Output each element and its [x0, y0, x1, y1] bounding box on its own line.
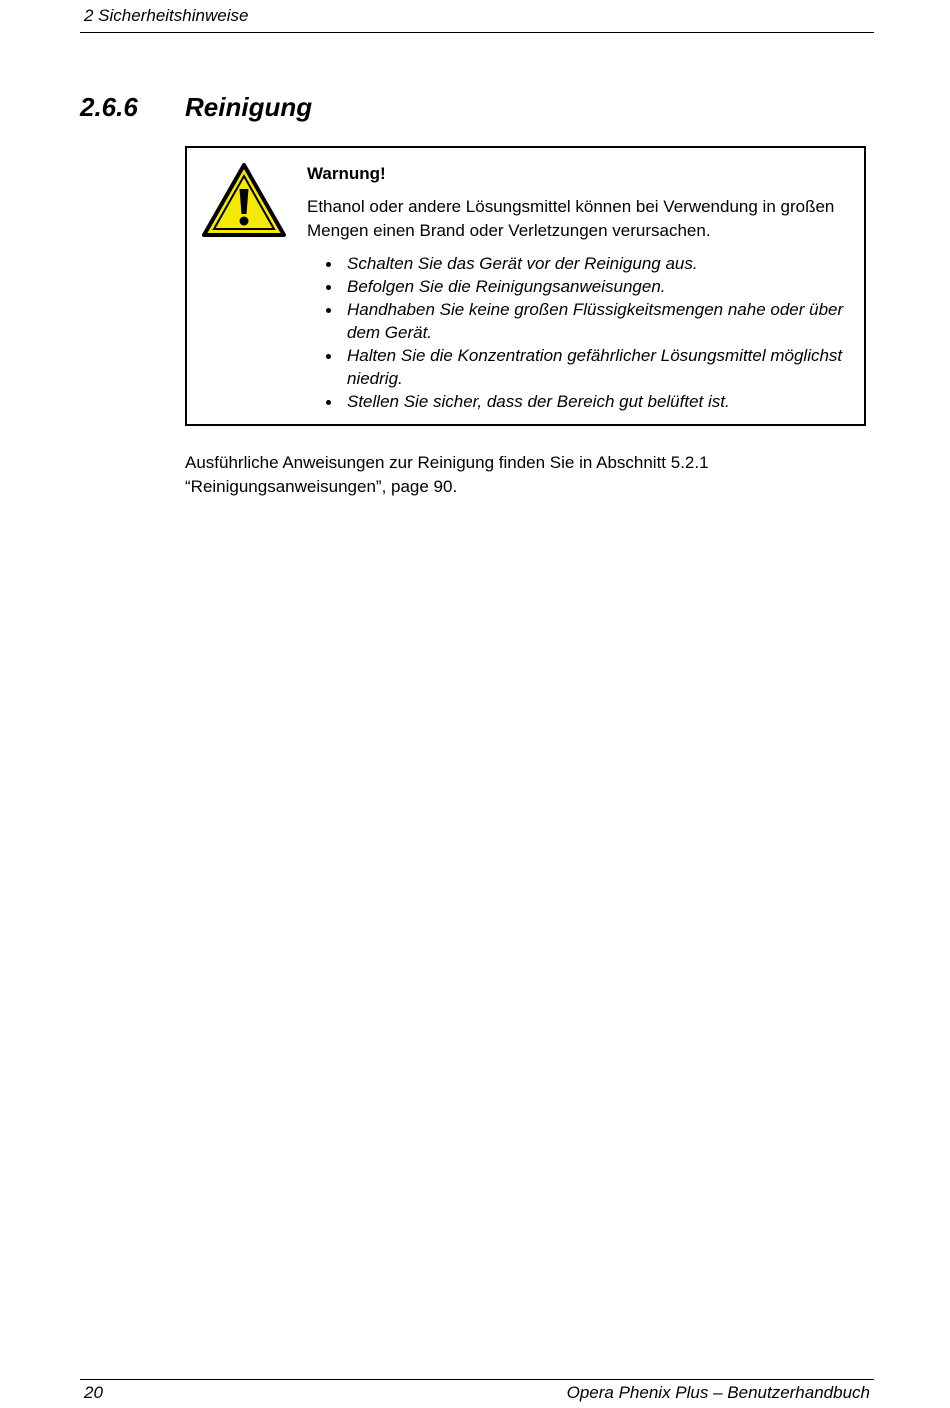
warning-description: Ethanol oder andere Lösungsmittel können bei Verwendung in großen Mengen einen Brand oder Verletzungen verursachen.	[307, 197, 835, 240]
warning-triangle-icon	[201, 162, 287, 238]
list-item-text: Halten Sie die Konzentration gefährlicher Lösungsmittel möglichst niedrig.	[347, 346, 843, 388]
bullet-icon	[326, 262, 331, 267]
bullet-icon	[326, 354, 331, 359]
warning-content	[307, 162, 847, 413]
warning-title: Warnung!	[307, 164, 386, 183]
list-item	[307, 390, 847, 413]
section-heading	[80, 92, 312, 123]
list-item	[307, 252, 847, 275]
list-item	[307, 344, 847, 390]
bullet-icon	[326, 400, 331, 405]
header-rule	[80, 32, 874, 33]
page-number: 20	[84, 1383, 103, 1402]
list-item-text: Schalten Sie das Gerät vor der Reinigung aus.	[347, 254, 698, 273]
list-item	[307, 298, 847, 344]
list-item-text: Handhaben Sie keine großen Flüssigkeitsmengen nahe oder über dem Gerät.	[347, 300, 844, 342]
list-item-text: Stellen Sie sicher, dass der Bereich gut belüftet ist.	[347, 392, 730, 411]
manual-title: Opera Phenix Plus – Benutzerhandbuch	[566, 1383, 870, 1402]
body-paragraph: Ausführliche Anweisungen zur Reinigung finden Sie in Abschnitt 5.2.1 “Reinigungsanweisungen”, page 90.	[185, 453, 709, 496]
warning-bullet-list	[307, 252, 847, 413]
bullet-icon	[326, 308, 331, 313]
section-number: 2.6.6	[80, 92, 138, 122]
bullet-icon	[326, 285, 331, 290]
footer-rule	[80, 1379, 874, 1380]
section-title: Reinigung	[185, 92, 313, 122]
chapter-title: 2 Sicherheitshinweise	[84, 6, 249, 25]
warning-box	[185, 146, 866, 426]
list-item	[307, 275, 847, 298]
list-item-text: Befolgen Sie die Reinigungsanweisungen.	[347, 277, 666, 296]
